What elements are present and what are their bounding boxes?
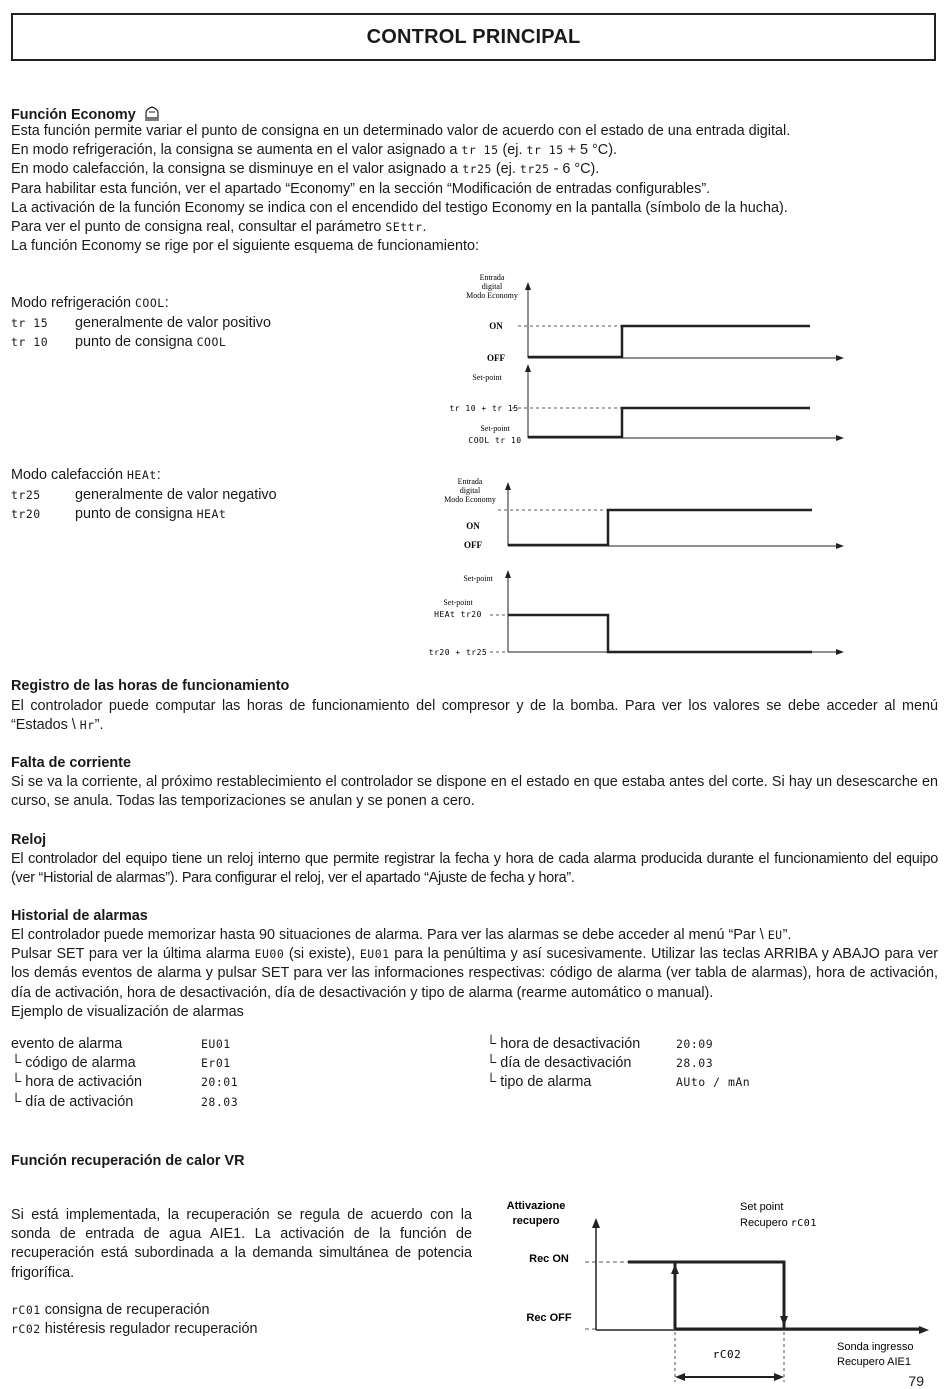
recovery-graph-rec-on: Rec ON xyxy=(529,1253,569,1265)
page-title-box xyxy=(11,13,936,61)
heat-graph-axis-title-3: Modo Economy xyxy=(444,495,496,504)
economy-heading-text: Función Economy xyxy=(11,107,136,123)
heat-graph-sp-high-2: HEAt tr20 xyxy=(434,610,482,619)
recovery-graph xyxy=(495,1192,935,1387)
corriente-text: Si se va la corriente, al próximo restablecimiento el controlador se dispone en el estado en que estaba antes del corte. Si hay un desescarche en curso, se anula. Todas las temporizaciones se anulan y se ponen a cero. xyxy=(11,774,938,810)
page-number: 79 xyxy=(908,1373,924,1389)
heat-graph-off: OFF xyxy=(464,540,482,550)
heat-graph-sp-high-1: Set-point xyxy=(443,598,473,607)
recuperacion-text: Si está implementada, la recuperación se regula de acuerdo con la sonda de entrada de agua AIE1. La activación de la función de recuperación está subordinada a la demanda simultánea de potencia frigorífica. xyxy=(11,1207,472,1281)
heat-graph-on: ON xyxy=(466,521,480,531)
recovery-graph-rec-off: Rec OFF xyxy=(526,1312,572,1324)
alarm-example-left xyxy=(11,1035,238,1112)
alarm-row: evento de alarma EU01 xyxy=(11,1036,231,1052)
alarm-row: └ hora de activación 20:01 xyxy=(11,1074,239,1091)
heat-graph-axis-title-2: digital xyxy=(459,486,481,495)
recuperacion-heading: Función recuperación de calor VR xyxy=(11,1153,245,1169)
recuperacion-param-1: rC01 consigna de recuperación xyxy=(11,1302,210,1318)
economy-line-3: En modo calefacción, la consigna se disminuye en el valor asignado a tr25 (ej. tr25 - 6 °C). xyxy=(11,161,600,178)
cool-graph-setpoint: Set-point xyxy=(472,373,502,382)
economy-line-7: La función Economy se rige por el siguiente esquema de funcionamiento: xyxy=(11,238,479,255)
historial-text: El controlador puede memorizar hasta 90 situaciones de alarma. Para ver las alarmas se debe acceder al menú “Par \ EU”. Pulsar SET para ver la última alarma EU00 (si existe), EU01 para la penúltima y así sucesivamente. Utilizar las teclas ARRIBA y ABAJO para ver los demás eventos de alarma y pulsar SET para ver las informaciones respectivas: código de alarma (ver tabla de alarmas), hora de activación, día de activación, hora de desactivación, día de desactivación y tipo de alarma (rearme automático o manual). Ejemplo de visualización de alarmas xyxy=(11,927,938,1020)
alarm-row: └ hora de desactivación 20:09 xyxy=(486,1036,714,1052)
recovery-graph-sp-2: Recupero rC01 xyxy=(740,1217,817,1229)
page-title: CONTROL PRINCIPAL xyxy=(366,25,581,48)
cool-graph-sp-low-1: Set-point xyxy=(480,424,510,433)
economy-line-4: Para habilitar esta función, ver el apartado “Economy” en la sección “Modificación de entradas configurables”. xyxy=(11,180,711,197)
alarm-row: └ tipo de alarma AUto / mAn xyxy=(486,1074,751,1091)
heat-economy-graph xyxy=(420,474,850,664)
heat-param-2: tr20 punto de consigna HEAt xyxy=(11,506,227,522)
economy-line-1: Esta función permite variar el punto de consigna en un determinado valor de acuerdo con el estado de una entrada digital. xyxy=(11,123,791,139)
heat-graph-sum: tr20 + tr25 xyxy=(428,648,488,657)
cool-param-2: tr 10 punto de consigna COOL xyxy=(11,334,227,350)
recovery-graph-y-title-1: Attivazione xyxy=(506,1200,566,1212)
cool-graph-axis-title-2: digital xyxy=(481,282,503,291)
alarm-row: └ día de desactivación 28.03 xyxy=(486,1055,714,1072)
recovery-graph-x-1: Sonda ingresso xyxy=(837,1341,914,1353)
recovery-graph-x-2: Recupero AIE1 xyxy=(837,1356,911,1368)
alarm-example-right xyxy=(486,1035,750,1093)
cool-param-1: tr 15 generalmente de valor positivo xyxy=(11,315,271,331)
recovery-graph-sp-1: Set point xyxy=(740,1201,784,1213)
reloj-heading: Reloj xyxy=(11,832,47,848)
cool-graph-axis-title-1: Entrada xyxy=(479,273,505,282)
piggy-bank-icon xyxy=(143,104,161,122)
economy-line-6: Para ver el punto de consigna real, consultar el parámetro SEttr. xyxy=(11,219,427,236)
heat-mode-label: Modo calefacción HEAt: xyxy=(11,467,161,483)
economy-paragraph xyxy=(11,122,941,256)
cool-mode-label: Modo refrigeración COOL: xyxy=(11,295,169,311)
cool-graph-axis-title-3: Modo Economy xyxy=(466,291,518,300)
heat-param-1: tr25 generalmente de valor negativo xyxy=(11,487,277,503)
cool-graph-off: OFF xyxy=(487,353,505,363)
horas-heading: Registro de las horas de funcionamiento xyxy=(11,678,290,694)
economy-heading xyxy=(11,104,161,123)
recovery-graph-diff: rC02 xyxy=(712,1348,742,1361)
horas-text: El controlador puede computar las horas de funcionamiento del compresor y de la bomba. Para ver los valores se debe acceder al menú “Estados \ Hr”. xyxy=(11,698,938,734)
recuperacion-param-2: rC02 histéresis regulador recuperación xyxy=(11,1321,258,1337)
cool-economy-graph xyxy=(440,270,860,450)
alarm-row: └ código de alarma Er01 xyxy=(11,1055,231,1072)
heat-graph-axis-title-1: Entrada xyxy=(457,477,483,486)
heat-graph-setpoint: Set-point xyxy=(463,574,493,583)
economy-line-2: En modo refrigeración, la consigna se aumenta en el valor asignado a tr 15 (ej. tr 15 + 5 °C). xyxy=(11,142,617,159)
reloj-text: El controlador del equipo tiene un reloj interno que permite registrar la fecha y hora de cada alarma producida durante el funcionamiento del equipo (ver “Historial de alarmas”). Para configurar el reloj, ver el apartado “Ajuste de fecha y hora”. xyxy=(11,851,938,887)
cool-graph-on: ON xyxy=(489,321,503,331)
recovery-graph-y-title-2: recupero xyxy=(512,1215,560,1227)
historial-heading: Historial de alarmas xyxy=(11,908,148,924)
economy-line-5: La activación de la función Economy se indica con el encendido del testigo Economy en la pantalla (símbolo de la hucha). xyxy=(11,199,788,216)
cool-graph-sum: tr 10 + tr 15 xyxy=(449,404,519,413)
cool-graph-sp-low-2: COOL tr 10 xyxy=(468,436,522,445)
corriente-heading: Falta de corriente xyxy=(11,755,131,771)
alarm-row: └ día de activación 28.03 xyxy=(11,1093,239,1110)
